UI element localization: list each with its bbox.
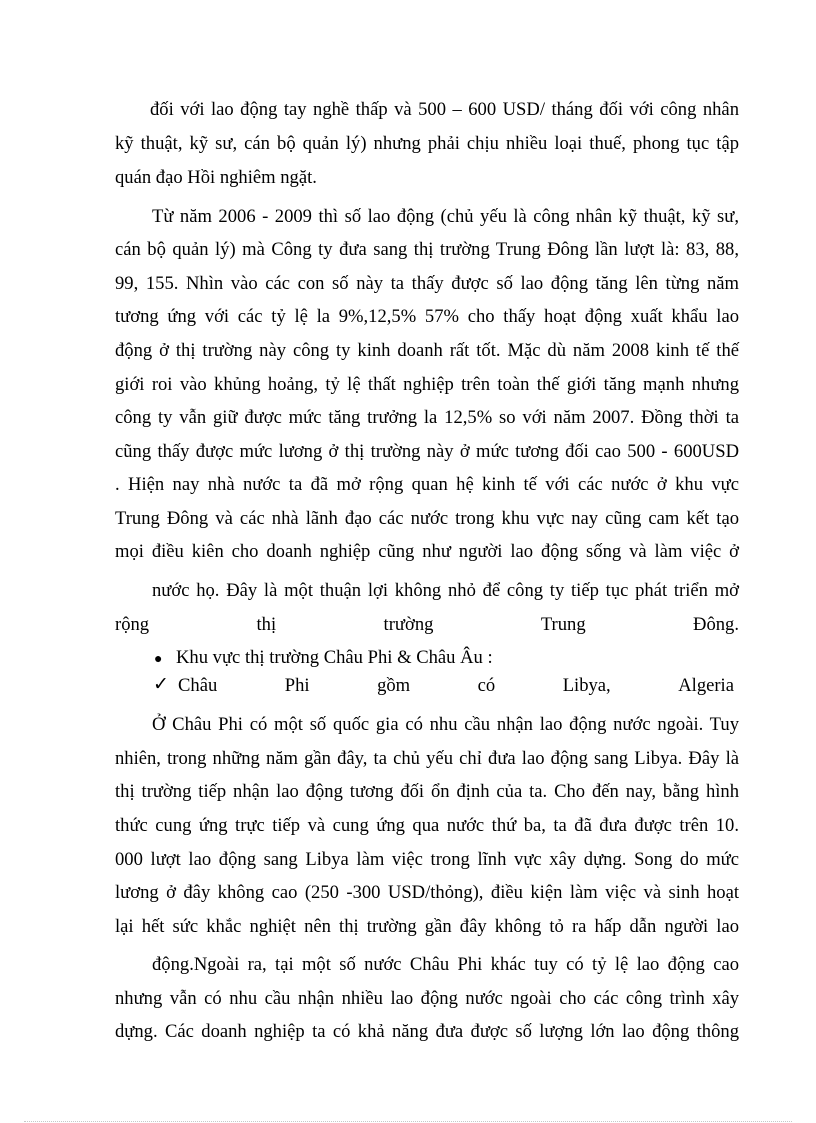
text-line: dựng. Các doanh nghiệp ta có khả năng đưa được số lượng lớn lao động thông — [115, 1021, 739, 1042]
word: rộng — [115, 614, 150, 635]
word: Libya, — [562, 675, 611, 696]
text-line: . Hiện nay nhà nước ta đã mở rộng quan hệ kinh tế với các nước ở khu vực — [115, 474, 739, 495]
text-line: thức cung ứng trực tiếp và cung ứng qua nước thứ ba, ta đã đưa được trên 10. — [115, 815, 739, 836]
word: Trung — [540, 614, 586, 635]
text-line: đối với lao động tay nghề thấp và 500 – 600 USD/ tháng đối với công nhân — [150, 99, 739, 120]
bullet-item: Khu vực thị trường Châu Phi & Châu Âu : — [176, 647, 493, 668]
page-bottom-rule — [24, 1121, 792, 1122]
text-line: giới roi vào khủng hoảng, tỷ lệ thất nghiệp trên toàn thế giới tăng mạnh nhưng — [115, 374, 739, 395]
word: gồm — [377, 675, 411, 696]
text-line: tương ứng với các tỷ lệ la 9%,12,5% 57% cho thấy hoạt động xuất khẩu lao — [115, 306, 739, 327]
text-line: nhiên, trong những năm gần đây, ta chủ yếu chỉ đưa lao động sang Libya. Đây là — [115, 748, 739, 769]
word: thị — [256, 614, 277, 635]
text-line: mọi điều kiên cho doanh nghiệp cũng như người lao động sống và làm việc ở — [115, 541, 739, 562]
text-line: quán đạo Hồi nghiêm ngặt. — [115, 167, 317, 188]
word: Đông. — [693, 614, 739, 635]
text-line: thị trường tiếp nhận lao động tương đối ổn định của ta. Cho đến nay, bằng hình — [115, 781, 739, 802]
text-line: động ở thị trường này công ty kinh doanh rất tốt. Mặc dù năm 2008 kinh tế thế — [115, 340, 739, 361]
text-line: 99, 155. Nhìn vào các con số này ta thấy được số lao động tăng lên từng năm — [115, 273, 739, 294]
text-line: động.Ngoài ra, tại một số nước Châu Phi khác tuy có tỷ lệ lao động cao — [152, 954, 739, 975]
text-line: kỹ thuật, kỹ sư, cán bộ quản lý) nhưng phải chịu nhiều loại thuế, phong tục tập — [115, 133, 739, 154]
spread-line — [115, 613, 739, 637]
text-line: công ty vẫn giữ được mức tăng trưởng la 12,5% so với năm 2007. Đồng thời ta — [115, 407, 739, 428]
text-line: lương ở đây không cao (250 -300 USD/thỏng), điều kiện làm việc và sinh hoạt — [115, 882, 739, 903]
check-item — [178, 674, 734, 698]
word: Phi — [284, 675, 310, 696]
word: có — [477, 675, 496, 696]
text-line: nước họ. Đây là một thuận lợi không nhỏ để công ty tiếp tục phát triển mở — [152, 580, 739, 601]
word: Algeria — [678, 675, 734, 696]
word: trường — [383, 614, 434, 635]
checkmark-icon: ✓ — [153, 674, 169, 695]
text-line: 000 lượt lao động sang Libya làm việc trong lĩnh vực xây dựng. Song do mức — [115, 849, 739, 870]
text-line: cán bộ quản lý) mà Công ty đưa sang thị trường Trung Đông lần lượt là: 83, 88, — [115, 239, 739, 260]
word: Châu — [178, 675, 218, 696]
text-line: Trung Đông và các nhà lãnh đạo các nước trong khu vực nay cũng cam kết tạo — [115, 508, 739, 529]
text-line: nhưng vẫn có nhu cầu nhận nhiều lao động nước ngoài cho các công trình xây — [115, 988, 739, 1009]
text-line: cũng thấy được mức lương ở thị trường này ở mức tương đối cao 500 - 600USD — [115, 441, 739, 462]
text-line: lại hết sức khắc nghiệt nên thị trường gần đây không tỏ ra hấp dẫn người lao — [115, 916, 739, 937]
text-line: Ở Châu Phi có một số quốc gia có nhu cầu nhận lao động nước ngoài. Tuy — [152, 714, 739, 735]
bullet-icon: ● — [154, 652, 163, 667]
text-line: Từ năm 2006 - 2009 thì số lao động (chủ yếu là công nhân kỹ thuật, kỹ sư, — [152, 206, 739, 227]
